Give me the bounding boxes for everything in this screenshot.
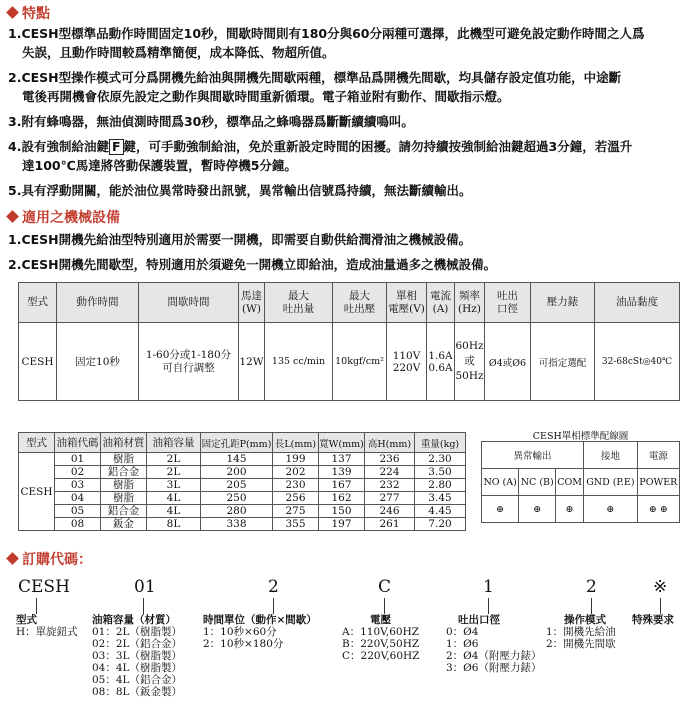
- tank-header: 長L(mm): [273, 433, 319, 453]
- feature-2: 2.CESH型操作模式可分爲開機先給油與開機先間歇兩種，標準品爲開機先間歇，均具儲存設定值功能，中途斷 電後再開機會依原先設定之動作與間歇時間重新循環。電子箱並附有動作、間歇指示燈。: [8, 70, 622, 104]
- code-voltage-desc: 電壓 A：110V,60HZ B：220V,50HZ C：220V,60HZ: [342, 614, 420, 662]
- spec-header: 馬達 (W): [239, 283, 265, 323]
- spec-cell: 固定10秒: [57, 323, 139, 401]
- code-special: ※: [653, 577, 668, 597]
- wiring-title: CESH單相標準配線圖: [532, 431, 629, 442]
- diamond-bullet-icon: [6, 552, 19, 565]
- tank-header: 固定孔距P(mm): [201, 433, 273, 453]
- terminal-icon: ⊕: [584, 496, 638, 523]
- spec-table: [18, 282, 680, 401]
- tank-cell: 277: [365, 492, 415, 505]
- tank-cell: 197: [319, 518, 365, 531]
- wiring-label: NC (B): [519, 469, 556, 496]
- diamond-bullet-icon: [6, 210, 19, 223]
- order-heading: 訂購代碼：: [6, 549, 92, 569]
- tank-cell: 230: [273, 479, 319, 492]
- spec-header: 最大 吐出壓: [333, 283, 387, 323]
- wiring-label: GND (P.E): [584, 469, 638, 496]
- spec-cell: 32-68cSt◎40℃: [595, 323, 680, 401]
- tank-cell: 4L: [147, 492, 201, 505]
- wiring-label: NO (A): [482, 469, 519, 496]
- tank-cell: 246: [365, 505, 415, 518]
- spec-cell: 1-60分或1-180分 可自行調整: [139, 323, 239, 401]
- wiring-label: POWER: [637, 469, 679, 496]
- tank-cell: 樹脂: [101, 453, 147, 466]
- tank-cell: 2L: [147, 466, 201, 479]
- spec-cell: 1.6A 0.6A: [427, 323, 455, 401]
- tank-cell: 145: [201, 453, 273, 466]
- code-model: CESH: [18, 577, 70, 597]
- wiring-group: 異常輸出: [482, 442, 584, 469]
- tank-cell: 250: [201, 492, 273, 505]
- diamond-bullet-icon: [6, 6, 19, 19]
- tank-cell: 150: [319, 505, 365, 518]
- tank-cell: 2.30: [415, 453, 466, 466]
- features-heading: 特點: [6, 3, 50, 23]
- applicable-1: 1.CESH開機先給油型特別適用於需要一開機，即需要自動供給潤滑油之機械設備。: [8, 232, 472, 247]
- feature-5: 5.具有浮動開關，能於油位異常時發出訊號，異常輸出信號爲持續，無法斷續輸出。: [8, 183, 472, 198]
- table-row: [19, 505, 466, 518]
- spec-cell: 10kgf/cm²: [333, 323, 387, 401]
- applicable-list: [8, 230, 686, 274]
- code-tank: 01: [134, 577, 156, 597]
- wiring-label-row: [482, 469, 680, 496]
- wiring-group-row: [482, 442, 680, 469]
- tank-cell: 139: [319, 466, 365, 479]
- code-outlet-desc: 吐出口徑 0：Ø4 1：Ø6 2：Ø4（附壓力錶） 3：Ø6（附壓力錶）: [446, 614, 542, 674]
- tank-cell: 8L: [147, 518, 201, 531]
- code-tick: [591, 598, 592, 614]
- tank-cell: 樹脂: [101, 479, 147, 492]
- tank-cell: 鋁合金: [101, 505, 147, 518]
- tank-cell: 4L: [147, 505, 201, 518]
- spec-header: 動作時間: [57, 283, 139, 323]
- wiring-terminal-row: [482, 496, 680, 523]
- spec-header: 單相 電壓(V): [387, 283, 427, 323]
- spec-header: 頻率 (Hz): [455, 283, 485, 323]
- tank-cell: 224: [365, 466, 415, 479]
- tank-cell: 202: [273, 466, 319, 479]
- tank-cell: 280: [201, 505, 273, 518]
- tank-header: 寬W(mm): [319, 433, 365, 453]
- code-mode-desc: 操作模式 1：開機先給油 2：開機先間歇: [546, 614, 616, 650]
- tank-cell: 162: [319, 492, 365, 505]
- wiring-group: 接地: [584, 442, 638, 469]
- terminal-icon: ⊕: [482, 496, 519, 523]
- table-row: [19, 492, 466, 505]
- code-mode: 2: [586, 577, 597, 597]
- table-row: [19, 453, 466, 466]
- spec-header: 最大 吐出量: [265, 283, 333, 323]
- code-voltage: C: [378, 577, 392, 597]
- tank-cell: 03: [55, 479, 101, 492]
- tank-cell: 256: [273, 492, 319, 505]
- spec-cell: CESH: [19, 323, 57, 401]
- spec-header: 壓力錶: [531, 283, 595, 323]
- spec-cell: 12W: [239, 323, 265, 401]
- spec-header: 吐出 口徑: [485, 283, 531, 323]
- tank-table: [18, 432, 466, 531]
- tank-cell: 4.45: [415, 505, 466, 518]
- tank-cell: 7.20: [415, 518, 466, 531]
- terminal-icon: ⊕: [648, 503, 657, 515]
- code-model-desc: 型式 H：單旋鈕式: [16, 614, 78, 638]
- tank-cell: 236: [365, 453, 415, 466]
- tank-header: 高H(mm): [365, 433, 415, 453]
- tank-model-cell: CESH: [19, 453, 55, 531]
- terminal-icon: ⊕: [659, 503, 668, 515]
- code-time: 2: [268, 577, 279, 597]
- code-tank-desc: 油箱容量（材質） 01：2L（樹脂製） 02：2L（鋁合金） 03：3L（樹脂製） 04：4L（樹脂製） 05：4L（鋁合金） 08：8L（鈑金製）: [92, 614, 183, 698]
- spec-cell: Ø4或Ø6: [485, 323, 531, 401]
- tank-cell: 樹脂: [101, 492, 147, 505]
- spec-row: [19, 323, 680, 401]
- tank-cell: 205: [201, 479, 273, 492]
- terminal-icon: ⊕: [519, 496, 556, 523]
- tank-header: 油箱代碼: [55, 433, 101, 453]
- table-row: [19, 479, 466, 492]
- code-tick: [384, 598, 385, 614]
- tank-cell: 01: [55, 453, 101, 466]
- tank-cell: 261: [365, 518, 415, 531]
- tank-cell: 167: [319, 479, 365, 492]
- spec-header-row: [19, 283, 680, 323]
- spec-cell: 135 cc/min: [265, 323, 333, 401]
- tank-header: 重量(kg): [415, 433, 466, 453]
- code-special-desc: 特殊要求: [632, 614, 674, 626]
- tank-cell: 200: [201, 466, 273, 479]
- code-tick: [273, 598, 274, 614]
- feature-4: 4.設有強制給油鍵 F 鍵，可手動強制給油，免於重新設定時間的困擾。請勿持續按強制給油鍵超過3分鐘，若溫升 達100℃馬達將啓動保護裝置，暫時停機5分鐘。: [8, 139, 633, 173]
- spec-cell: 可指定選配: [531, 323, 595, 401]
- code-outlet: 1: [483, 577, 494, 597]
- tank-header: 油箱容量: [147, 433, 201, 453]
- code-tick: [143, 598, 144, 614]
- tank-cell: 02: [55, 466, 101, 479]
- code-tick: [488, 598, 489, 614]
- tank-cell: 338: [201, 518, 273, 531]
- tank-cell: 199: [273, 453, 319, 466]
- tank-header: 型式: [19, 433, 55, 453]
- tank-cell: 04: [55, 492, 101, 505]
- wiring-label: COM: [556, 469, 584, 496]
- tank-cell: 鋁合金: [101, 466, 147, 479]
- code-time-desc: 時間單位（動作×間歇） 1：10秒×60分 2：10秒×180分: [203, 614, 317, 650]
- spec-header: 電流 (A): [427, 283, 455, 323]
- tank-cell: 05: [55, 505, 101, 518]
- terminal-icon: ⊕: [556, 496, 584, 523]
- spec-header: 間歇時間: [139, 283, 239, 323]
- tank-cell: 275: [273, 505, 319, 518]
- tank-cell: 232: [365, 479, 415, 492]
- table-row: [19, 466, 466, 479]
- tank-cell: 3.50: [415, 466, 466, 479]
- tank-cell: 2L: [147, 453, 201, 466]
- tank-cell: 3.45: [415, 492, 466, 505]
- tank-cell: 355: [273, 518, 319, 531]
- table-row: [19, 518, 466, 531]
- spec-cell: 60Hz 或 50Hz: [455, 323, 485, 401]
- spec-header: 型式: [19, 283, 57, 323]
- wiring-table: [481, 441, 680, 523]
- tank-header-row: [19, 433, 466, 453]
- code-tick: [36, 598, 37, 614]
- applicable-heading: 適用之機械設備: [6, 207, 120, 227]
- code-tick: [660, 598, 661, 614]
- feature-3: 3.附有蜂鳴器，無油偵測時間爲30秒，標準品之蜂鳴器爲斷斷續續鳴叫。: [8, 114, 414, 129]
- spec-header: 油品黏度: [595, 283, 680, 323]
- applicable-2: 2.CESH開機先間歇型，特別適用於須避免一開機立即給油，造成油量過多之機械設備。: [8, 257, 497, 272]
- feature-1: 1.CESH型標準品動作時間固定10秒，間歇時間則有180分與60分兩種可選擇，此機型可避免設定動作時間之人爲 失誤，且動作時間較爲精準簡便，成本降低、物超所值。: [8, 26, 645, 60]
- terminal-pair: [637, 496, 679, 523]
- tank-cell: 3L: [147, 479, 201, 492]
- tank-cell: 137: [319, 453, 365, 466]
- tank-cell: 鈑金: [101, 518, 147, 531]
- tank-header: 油箱材質: [101, 433, 147, 453]
- tank-cell: 2.80: [415, 479, 466, 492]
- spec-cell: 110V 220V: [387, 323, 427, 401]
- force-key-box: F: [109, 139, 124, 155]
- wiring-group: 電源: [637, 442, 679, 469]
- tank-cell: 08: [55, 518, 101, 531]
- features-list: [8, 24, 686, 200]
